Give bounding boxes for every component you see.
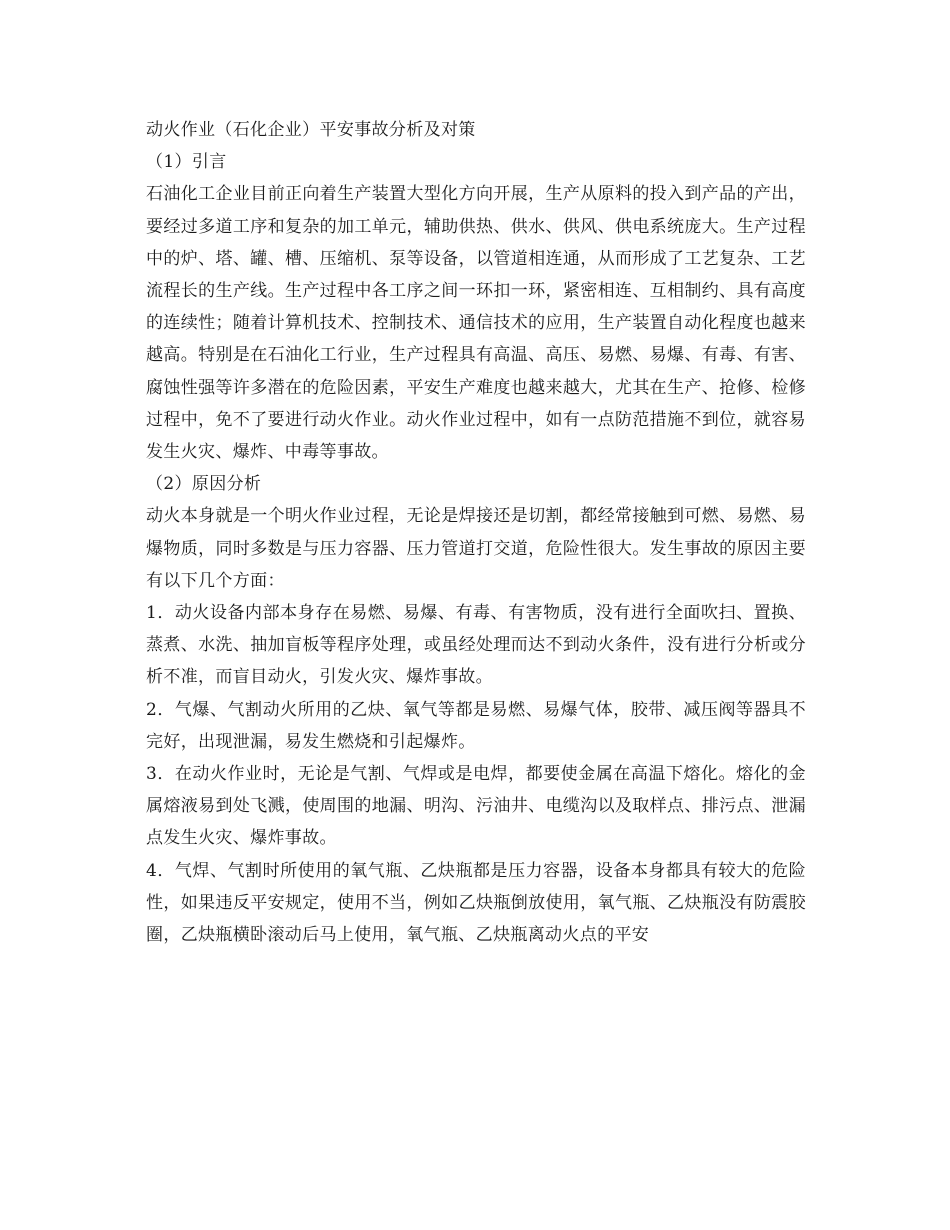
cause-item-2: 2．气爆、气割动火所用的乙炔、氧气等都是易燃、易爆气体，胶带、减压阀等器具不完好，出现泄漏，易发生燃烧和引起爆炸。 (146, 699, 806, 752)
cause-item-4: 4．气焊、气割时所使用的氧气瓶、乙炔瓶都是压力容器，设备本身都具有较大的危险性，如果违反平安规定，使用不当，例如乙炔瓶倒放使用，氧气瓶、乙炔瓶没有防震胶圈，乙炔瓶横卧滚动后马上使用，氧气瓶、乙炔瓶离动火点的平安 (146, 860, 806, 946)
section-heading-cause-analysis: （2）原因分析 (146, 474, 262, 495)
cause-item-1: 1．动火设备内部本身存在易燃、易爆、有毒、有害物质，没有进行全面吹扫、置换、蒸煮、水洗、抽加盲板等程序处理，或虽经处理而达不到动火条件，没有进行分析或分析不准，而盲目动火，引发火灾、爆炸事故。 (146, 603, 806, 688)
section-heading-introduction: （1）引言 (146, 152, 227, 173)
introduction-paragraph: 石油化工企业目前正向着生产装置大型化方向开展，生产从原料的投入到产品的产出，要经过多道工序和复杂的加工单元，辅助供热、供水、供风、供电系统庞大。生产过程中的炉、塔、罐、槽、压缩机、泵等设备，以管道相连通，从而形成了工艺复杂、工艺流程长的生产线。生产过程中各工序之间一环扣一环，紧密相连、互相制约、具有高度的连续性；随着计算机技术、控制技术、通信技术的应用，生产装置自动化程度也越来越高。特别是在石油化工行业，生产过程具有高温、高压、易燃、易爆、有毒、有害、腐蚀性强等许多潜在的危险因素，平安生产难度也越来越大，尤其在生产、抢修、检修过程中，免不了要进行动火作业。动火作业过程中，如有一点防范措施不到位，就容易发生火灾、爆炸、中毒等事故。 (146, 184, 806, 463)
document-title: 动火作业（石化企业）平安事故分析及对策 (146, 120, 476, 140)
cause-analysis-intro-paragraph: 动火本身就是一个明火作业过程，无论是焊接还是切割，都经常接触到可燃、易燃、易爆物质，同时多数是与压力容器、压力管道打交道，危险性很大。发生事故的原因主要有以下几个方面： (146, 506, 806, 591)
document-page (146, 114, 806, 951)
cause-item-3: 3．在动火作业时，无论是气割、气焊或是电焊，都要使金属在高温下熔化。熔化的金属熔液易到处飞溅，使周围的地漏、明沟、污油井、电缆沟以及取样点、排污点、泄漏点发生火灾、爆炸事故。 (146, 764, 806, 849)
